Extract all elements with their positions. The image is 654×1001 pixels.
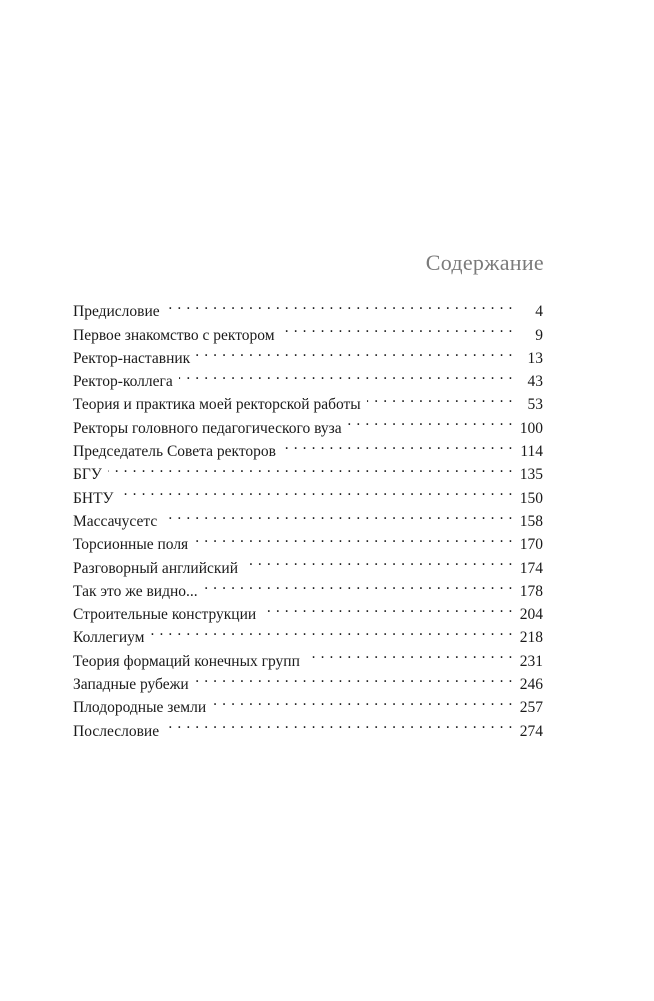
dot-leader bbox=[120, 479, 513, 502]
table-of-contents bbox=[73, 293, 543, 740]
toc-entry[interactable] bbox=[73, 479, 543, 507]
toc-entry-page: 4 bbox=[535, 303, 543, 321]
dot-leader bbox=[204, 573, 513, 596]
toc-entry-title: Ректор-наставник bbox=[73, 349, 191, 367]
dot-leader bbox=[179, 363, 513, 386]
toc-entry-page: 274 bbox=[519, 722, 543, 740]
toc-entry-page: 174 bbox=[519, 559, 543, 577]
toc-entry-page: 178 bbox=[519, 582, 543, 600]
toc-entry-page: 218 bbox=[519, 629, 543, 647]
dot-leader bbox=[163, 503, 513, 526]
toc-entry-page: 246 bbox=[519, 676, 543, 694]
toc-entry-title: Массачусетс bbox=[73, 512, 158, 530]
dot-leader bbox=[166, 293, 513, 316]
dot-leader bbox=[195, 666, 513, 689]
dot-leader bbox=[108, 456, 513, 479]
toc-entry-page: 53 bbox=[527, 396, 543, 414]
dot-leader bbox=[282, 433, 513, 456]
toc-entry-title: Так это же видно... bbox=[73, 582, 198, 600]
toc-entry-title: БГУ bbox=[73, 466, 102, 484]
dot-leader bbox=[196, 340, 513, 363]
toc-entry[interactable] bbox=[73, 456, 543, 484]
toc-entry-page: 100 bbox=[519, 419, 543, 437]
toc-entry-page: 43 bbox=[527, 373, 543, 391]
dot-leader bbox=[244, 549, 513, 572]
toc-entry[interactable] bbox=[73, 503, 543, 530]
toc-entry-title: Разговорный английский bbox=[73, 559, 239, 577]
dot-leader bbox=[165, 712, 513, 735]
toc-entry-page: 257 bbox=[519, 699, 543, 717]
toc-entry-page: 150 bbox=[519, 489, 543, 507]
toc-entry-page: 170 bbox=[519, 536, 543, 554]
dot-leader bbox=[212, 689, 513, 712]
toc-entry-title: Строительные конструкции bbox=[73, 606, 257, 624]
toc-entry-title: Предисловие bbox=[73, 303, 160, 321]
toc-entry[interactable] bbox=[73, 293, 543, 321]
toc-entry-page: 13 bbox=[527, 349, 543, 367]
toc-entry-page: 231 bbox=[519, 652, 543, 670]
dot-leader bbox=[306, 642, 513, 665]
toc-entry-page: 158 bbox=[519, 512, 543, 530]
toc-entry-title: Теория и практика моей ректорской работы bbox=[73, 396, 361, 414]
dot-leader bbox=[281, 316, 513, 339]
dot-leader bbox=[367, 386, 513, 409]
dot-leader bbox=[348, 409, 513, 432]
toc-entry-page: 204 bbox=[519, 606, 543, 624]
toc-entry-title: Теория формаций конечных групп bbox=[73, 652, 300, 670]
dot-leader bbox=[150, 619, 513, 642]
toc-entry-title: Коллегиум bbox=[73, 629, 145, 647]
dot-leader bbox=[194, 526, 513, 549]
toc-entry-title: БНТУ bbox=[73, 489, 114, 507]
toc-entry-page: 114 bbox=[520, 443, 543, 461]
dot-leader bbox=[262, 596, 513, 619]
toc-entry-page: 135 bbox=[519, 466, 543, 484]
toc-entry-title: Ректоры головного педагогического вуза bbox=[73, 419, 342, 437]
toc-entry-title: Плодородные земли bbox=[73, 699, 207, 717]
toc-entry-title: Ректор-коллега bbox=[73, 373, 173, 391]
toc-entry-title: Первое знакомство с ректором bbox=[73, 326, 275, 344]
toc-entry-page: 9 bbox=[535, 326, 543, 344]
toc-title: Содержание bbox=[425, 250, 544, 275]
toc-entry-title: Председатель Совета ректоров bbox=[73, 443, 276, 461]
toc-entry-title: Торсионные поля bbox=[73, 536, 189, 554]
toc-entry-title: Западные рубежи bbox=[73, 676, 189, 694]
toc-entry-title: Послесловие bbox=[73, 722, 160, 740]
